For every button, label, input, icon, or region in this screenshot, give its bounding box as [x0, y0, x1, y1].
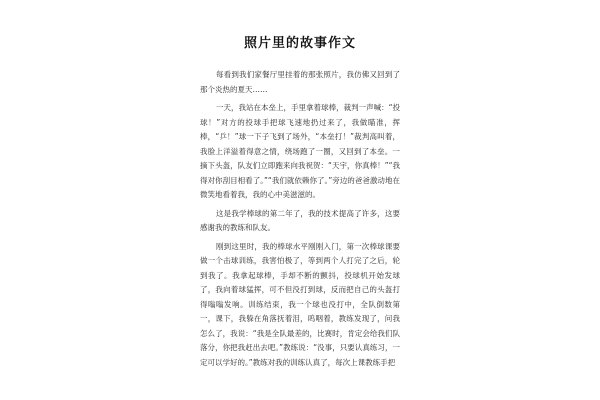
paragraph-1: 每看到我们家餐厅里挂着的那张照片，我仿佛又回到了那个炎热的夏天……: [200, 70, 400, 94]
document-title: 照片里的故事作文: [243, 36, 356, 51]
document-body: [200, 68, 400, 374]
paragraph-2: 一天，我站在本垒上，手里拿着球棒，裁判一声喊：“投球！”对方的投球手把球飞速地扔过来了，我做瞄准，挥棒，“乒！”球一下子飞到了场外，“本垒打！”裁判高叫着，我脸上洋溢着得意之情，绕场跑了一圈，又回到了本垒。一摘下头盔，队友们立即跑来向我祝贺：“天宇，你真棒！”“我得对你刮目相看了。”“我们就依赖你了。”旁边的爸爸激动地在微笑地看着我，我的心中美滋滋的。: [200, 103, 400, 199]
paragraph-4: 刚到这里时，我的棒球水平刚刚入门，第一次棒球课要做一个击球训练，我害怕极了，等到两个人打完了之后，轮到我了。我拿起球棒，手却不断的颤抖，投球机开始发球了，我向着球猛挥，可不但没打到球，反而把自己的头盔打得嗡嗡发响。训练结束，我一个球也没打中，全队倒数第一，课下，我躲在角落抚着泪，呜咽着，教练发现了，问我怎么了，我说：“我是全队最差的，比赛时，肯定会给我们队落分，你把我赶出去吧。”教练说：“没事，只要认真练习，一定可以学好的。”教练对我的训练认真了，每次上课教练手把: [200, 241, 400, 367]
paragraph-3: 这是我学棒球的第二年了，我的技术提高了许多，这要感谢我的教练和队友。: [200, 208, 400, 232]
